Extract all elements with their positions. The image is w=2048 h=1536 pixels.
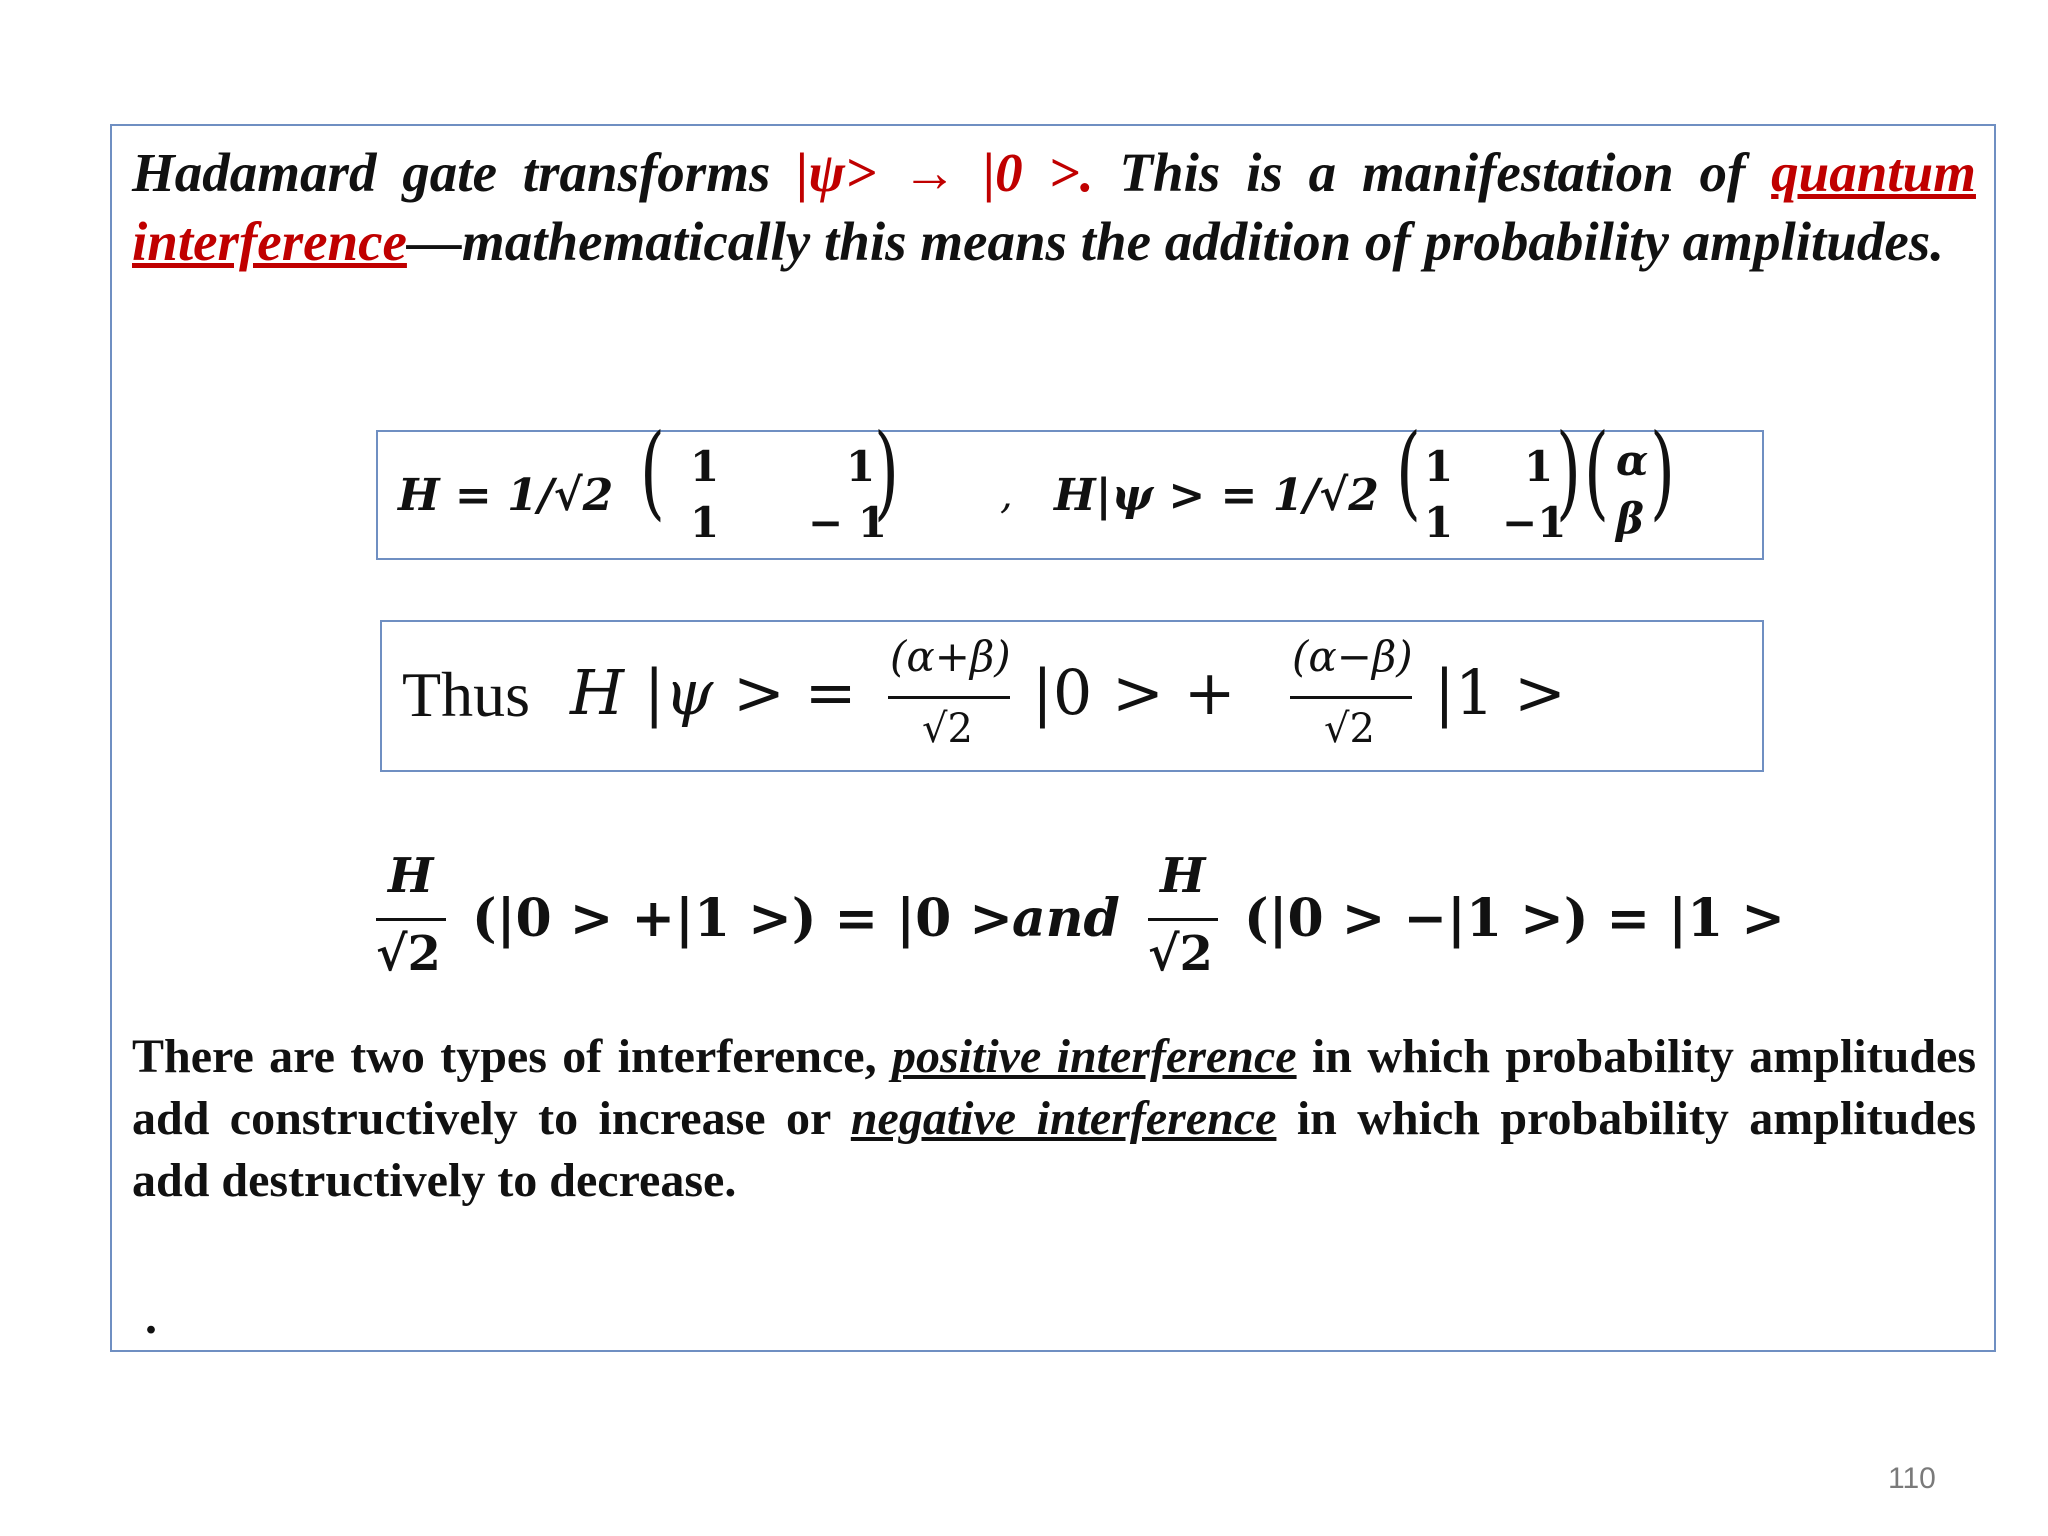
h-plus-state-result: (|0 > +|1 >) = |0 > xyxy=(472,888,1013,949)
matrix2-cell: 1 xyxy=(1424,442,1454,491)
hadamard-matrix-box xyxy=(376,413,1764,560)
thus-label: Thus xyxy=(402,659,530,730)
fraction1-numerator: (α+β) xyxy=(890,632,1011,681)
and-word: and xyxy=(1012,888,1120,949)
matrix-left-paren: ( xyxy=(640,413,665,533)
vector-left-paren: ( xyxy=(1584,413,1609,533)
para-text-2: in which probability amplitudes add constructively to increase or xyxy=(132,1030,1977,1145)
fraction2-denominator: √2 xyxy=(1324,706,1375,752)
para-text-1: There are two types of interference, xyxy=(132,1030,892,1083)
matrix2-cell: 1 xyxy=(1424,498,1454,547)
interference-types-paragraph xyxy=(132,1026,1976,1212)
matrix-right-paren: ) xyxy=(874,413,899,533)
comma: , xyxy=(1000,472,1013,518)
fraction3-numerator: H xyxy=(388,848,434,904)
fraction2-bar xyxy=(1290,696,1412,699)
negative-interference-link[interactable]: negative interference xyxy=(850,1092,1277,1145)
fraction4-denominator: √2 xyxy=(1148,926,1213,982)
matrix2-right-paren: ) xyxy=(1556,413,1581,533)
vector-beta: β xyxy=(1616,494,1644,543)
fraction4-bar xyxy=(1148,918,1218,921)
positive-interference-link[interactable]: positive interference xyxy=(891,1030,1297,1083)
matrix-cell: 1 xyxy=(690,442,720,491)
fraction3-denominator: √2 xyxy=(376,926,441,982)
matrix-cell: 1 xyxy=(690,498,720,547)
h-psi-definition: H|ψ > = 1/√2 xyxy=(1054,470,1379,521)
intro-paragraph xyxy=(132,138,1976,276)
intro-text-3: —mathematically this means the addition of probability amplitudes. xyxy=(406,211,1944,272)
fraction4-numerator: H xyxy=(1160,848,1206,904)
matrix2-cell: 1 xyxy=(1524,442,1554,491)
matrix-cell: 1 xyxy=(846,442,876,491)
intro-text-1: Hadamard gate transforms xyxy=(132,142,797,203)
matrix2-left-paren: ( xyxy=(1396,413,1421,533)
thus-equation-box xyxy=(380,620,1764,772)
ket-zero-plus: |0 > + xyxy=(1032,656,1236,729)
ket-one: |1 > xyxy=(1434,656,1566,729)
page-number: 110 xyxy=(1888,1462,1936,1495)
fraction1-denominator: √2 xyxy=(922,706,973,752)
psi-to-zero-highlight: |ψ> → |0 >. xyxy=(796,142,1094,203)
para-text-3: in which probability amplitudes add destructively to decrease. xyxy=(132,1092,1976,1207)
intro-text-2: This is a manifestation of xyxy=(1093,142,1772,203)
fraction3-bar xyxy=(376,918,446,921)
matrix-cell: − 1 xyxy=(808,498,888,547)
matrix2-cell: −1 xyxy=(1502,498,1567,547)
quantum-interference-link[interactable]: quantum interference xyxy=(132,142,1976,272)
fraction1-bar xyxy=(888,696,1010,699)
fraction2-numerator: (α−β) xyxy=(1292,632,1413,681)
vector-alpha: α xyxy=(1616,436,1649,485)
h-definition: H = 1/√2 xyxy=(398,470,614,521)
h-minus-state-result: (|0 > −|1 >) = |1 > xyxy=(1244,888,1785,949)
h-psi-lhs: H |ψ > = xyxy=(570,656,857,729)
trailing-dot: . xyxy=(145,1291,157,1344)
vector-right-paren: ) xyxy=(1650,413,1675,533)
